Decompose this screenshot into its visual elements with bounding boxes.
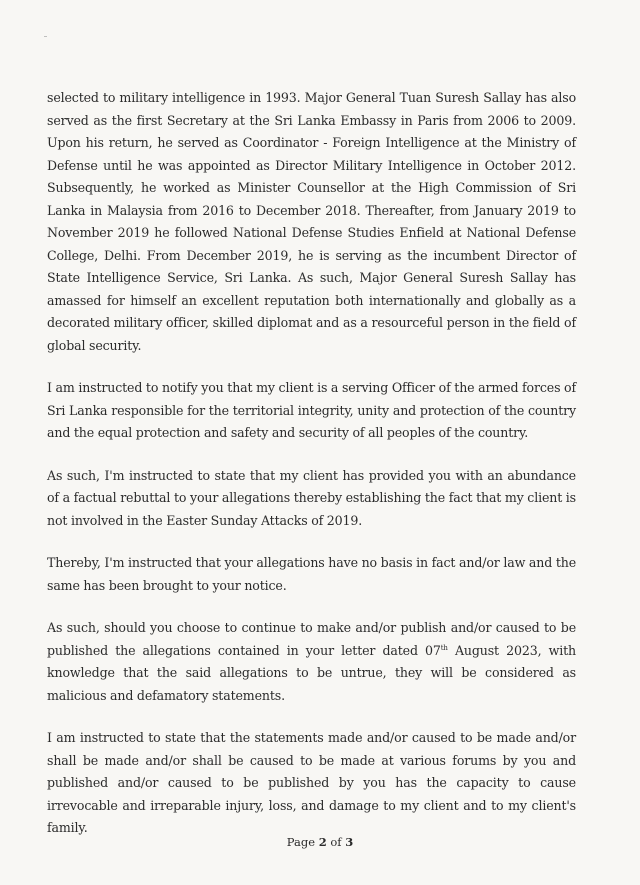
page-word: Page xyxy=(286,835,316,849)
paragraph-factual-rebuttal: As such, I'm instructed to state that my client has provided you with an abundance of a factual rebuttal to your allegations thereby establishing the fact that my client is not involved in the Easter Sunday Attacks of 2019. xyxy=(47,467,576,528)
paragraph-defamatory-text-after: August 2023, with knowledge that the said allegations to be untrue, they will be considered as malicious and defamatory statements. xyxy=(47,642,577,703)
letter-body xyxy=(47,87,576,840)
of-word: of xyxy=(330,835,342,849)
scan-speck xyxy=(44,36,47,37)
total-pages-number: 3 xyxy=(345,835,354,849)
current-page-number: 2 xyxy=(318,835,327,849)
paragraph-defamatory-text-before: As such, should you choose to continue to make and/or publish and/or caused to be published the allegations contained in your letter dated 07 xyxy=(47,620,576,658)
paragraph-career-history: selected to military intelligence in 1993. Major General Tuan Suresh Sallay has also served as the first Secretary at the Sri Lanka Embassy in Paris from 2006 to 2009. Upon his return, he served as Coordinator - Foreign Intelligence at the Ministry of Defense until he was appointed as Director Military Intelligence in October 2012. Subsequently, he worked as Minister Counsellor at the High Commission of Sri Lanka in Malaysia from 2016 to December 2018. Thereafter, from January 2019 to November 2019 he followed National Defense Studies Enfield at National Defense College, Delhi. From December 2019, he is serving as the incumbent Director of State Intelligence Service, Sri Lanka. As such, Major General Suresh Sallay has amassed for himself an excellent reputation both internationally and globally as a decorated military officer, skilled diplomat and as a resourceful person in the field of global security. xyxy=(47,90,576,353)
paragraph-no-basis: Thereby, I'm instructed that your allegations have no basis in fact and/or law and the same has been brought to your notice. xyxy=(47,555,576,593)
page-number-footer xyxy=(0,835,640,849)
paragraph-irreparable-injury: I am instructed to state that the statements made and/or caused to be made and/or shall be made and/or shall be caused to be made at various forums by you and published and/or caused to be published by you has the capacity to cause irrevocable and irreparable injury, loss, and damage to my client and to my client's family. xyxy=(47,730,576,835)
paragraph-serving-officer: I am instructed to notify you that my client is a serving Officer of the armed forces of Sri Lanka responsible for the territorial integrity, unity and protection of the country and the equal protection and safety and security of all peoples of the country. xyxy=(47,380,576,440)
paragraph-defamatory-warning xyxy=(47,617,576,707)
ordinal-superscript: th xyxy=(440,643,448,652)
